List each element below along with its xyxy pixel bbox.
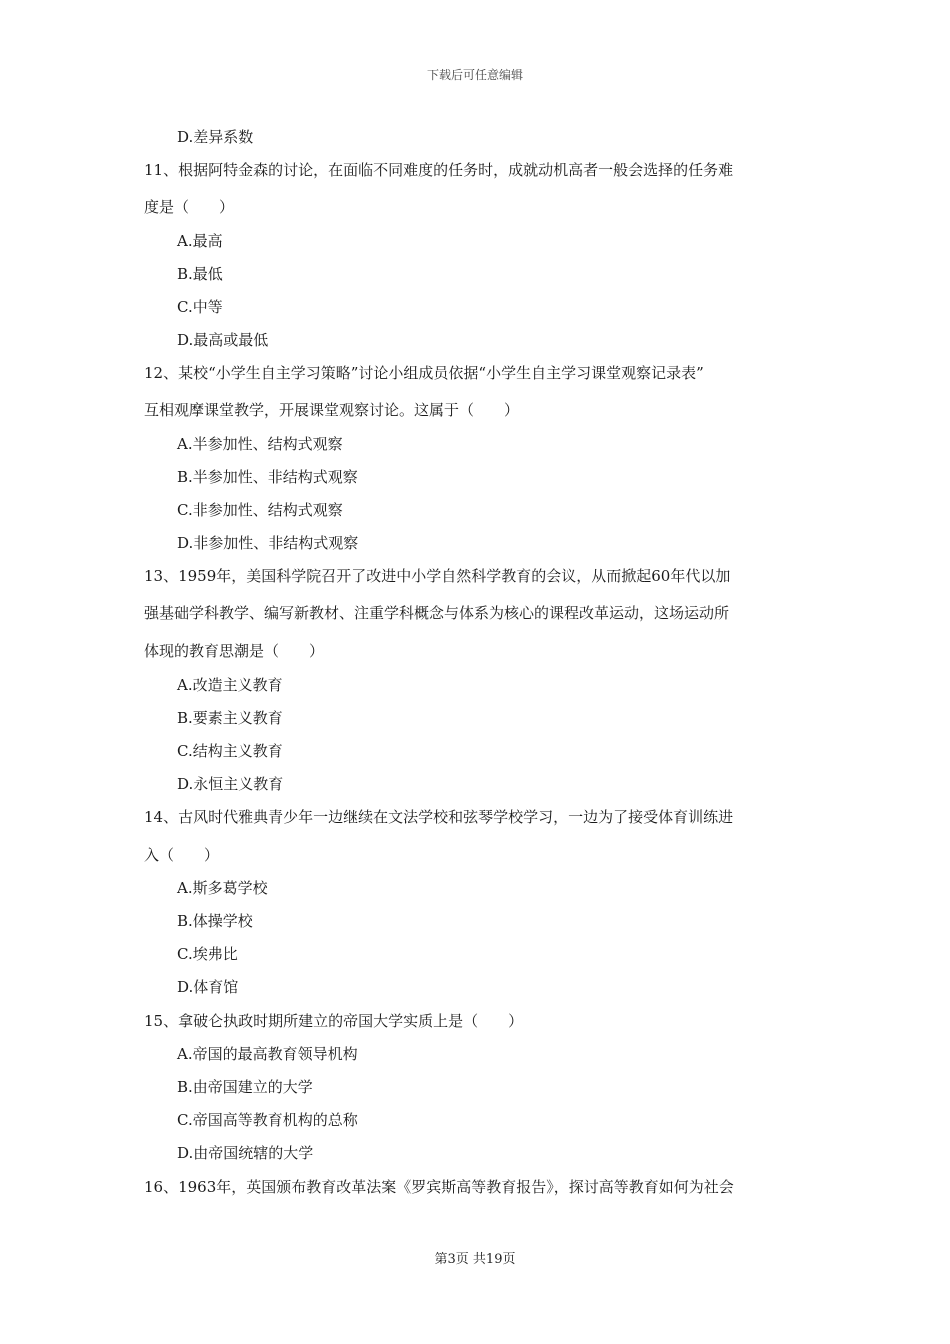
answer-option: C.结构主义教育 xyxy=(177,742,283,760)
answer-option: D.由帝国统辖的大学 xyxy=(177,1144,314,1162)
answer-option: C.帝国高等教育机构的总称 xyxy=(177,1111,358,1129)
answer-option: D.体育馆 xyxy=(177,978,239,996)
answer-option: A.帝国的最高教育领导机构 xyxy=(177,1045,358,1063)
question-text-line: 强基础学科教学、编写新教材、注重学科概念与体系为核心的课程改革运动，这场运动所 xyxy=(144,604,730,622)
answer-option: A.改造主义教育 xyxy=(177,676,283,694)
answer-option: B.要素主义教育 xyxy=(177,709,283,727)
answer-option: B.体操学校 xyxy=(177,912,253,930)
answer-option: C.埃弗比 xyxy=(177,945,238,963)
page-footer: 第3页 共19页 xyxy=(434,1252,516,1267)
answer-option: A.最高 xyxy=(177,232,223,250)
question-text-line: 入（ ） xyxy=(144,846,220,864)
answer-option: B.半参加性、非结构式观察 xyxy=(177,468,358,486)
question-text-line: 16、1963年，英国颁布教育改革法案《罗宾斯高等教育报告》，探讨高等教育如何为社会 xyxy=(144,1178,734,1196)
question-text-line: 14、古风时代雅典青少年一边继续在文法学校和弦琴学校学习，一边为了接受体育训练进 xyxy=(144,808,734,826)
answer-option: A.半参加性、结构式观察 xyxy=(177,435,343,453)
answer-option: D.最高或最低 xyxy=(177,331,269,349)
question-text-line: 度是（ ） xyxy=(144,198,235,216)
answer-option: D.非参加性、非结构式观察 xyxy=(177,534,359,552)
answer-option: C.中等 xyxy=(177,298,223,316)
question-text-line: 15、拿破仑执政时期所建立的帝国大学实质上是（ ） xyxy=(144,1012,524,1030)
question-text-line: 13、1959年，美国科学院召开了改进中小学自然科学教育的会议，从而掀起60年代以加 xyxy=(144,567,731,585)
answer-option: B.由帝国建立的大学 xyxy=(177,1078,313,1096)
answer-option: A.斯多葛学校 xyxy=(177,879,268,897)
question-text-line: 体现的教育思潮是（ ） xyxy=(144,642,325,660)
question-text-line: 11、根据阿特金森的讨论，在面临不同难度的任务时，成就动机高者一般会选择的任务难 xyxy=(144,161,734,179)
question-text-line: 12、某校“小学生自主学习策略”讨论小组成员依据“小学生自主学习课堂观察记录表” xyxy=(144,364,704,382)
answer-option: B.最低 xyxy=(177,265,223,283)
question-text-line: 互相观摩课堂教学，开展课堂观察讨论。这属于（ ） xyxy=(144,401,520,419)
answer-option: C.非参加性、结构式观察 xyxy=(177,501,343,519)
answer-option: D.差异系数 xyxy=(177,128,254,146)
page-header: 下载后可任意编辑 xyxy=(426,68,523,82)
answer-option: D.永恒主义教育 xyxy=(177,775,284,793)
